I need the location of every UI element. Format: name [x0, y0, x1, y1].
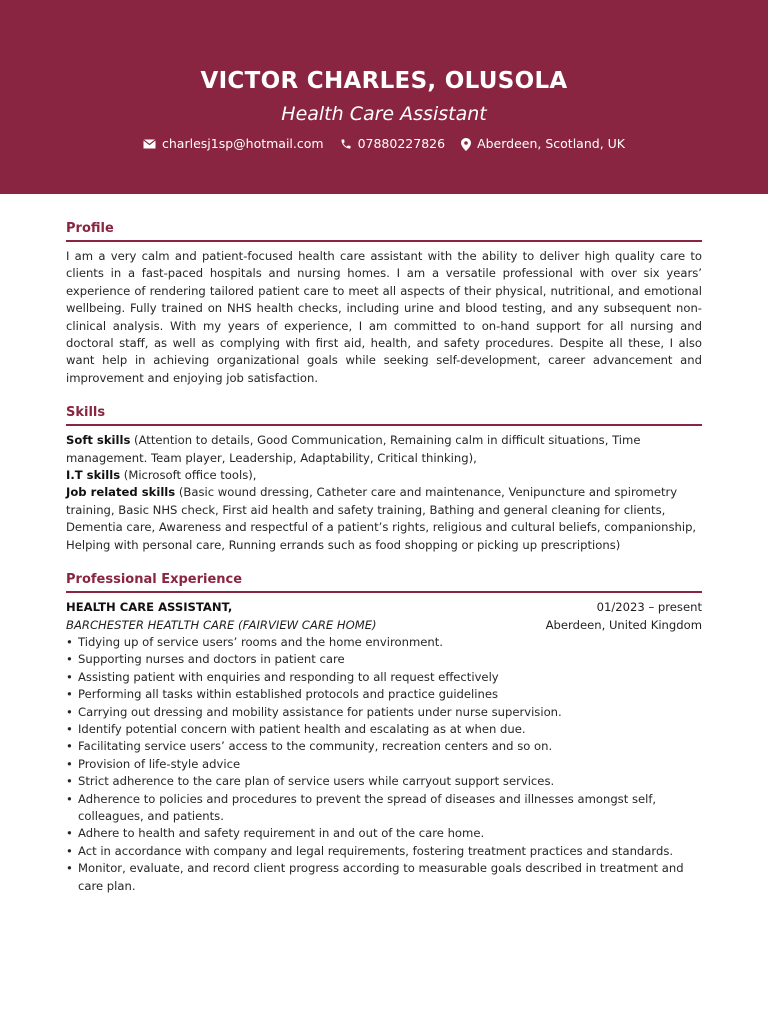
list-item: • Assisting patient with enquiries and responding to all request effectively [66, 669, 702, 686]
resume-header [0, 0, 768, 194]
it-skills [66, 467, 702, 484]
location-pin-icon [461, 138, 471, 151]
contact-phone[interactable] [340, 136, 445, 152]
job-location: Aberdeen, United Kingdom [545, 617, 702, 632]
contact-bar [0, 136, 768, 152]
phone-text: 07880227826 [357, 136, 446, 151]
contact-email[interactable] [143, 136, 324, 152]
soft-skills-text: (Attention to details, Good Communication, Remaining calm in difficult situations, Time management. Team player, Leadership, Adaptability, Critical thinking), [66, 433, 641, 465]
job-duties-list [66, 634, 702, 895]
phone-icon [340, 138, 352, 150]
list-item: • Carrying out dressing and mobility assistance for patients under nurse supervision. [66, 704, 702, 721]
email-text: charlesj1sp@hotmail.com [162, 136, 324, 151]
job-role: HEALTH CARE ASSISTANT, [66, 600, 233, 615]
job-company-row [66, 617, 702, 634]
resume-body [66, 219, 702, 895]
list-item: • Identify potential concern with patient health and escalating as at when due. [66, 721, 702, 738]
job-title: Health Care Assistant [281, 103, 487, 125]
list-item: • Facilitating service users’ access to the community, recreation centers and so on. [66, 738, 702, 755]
soft-skills [66, 432, 702, 467]
candidate-name: VICTOR CHARLES, OLUSOLA [200, 68, 568, 94]
soft-skills-label: Soft skills [66, 433, 131, 448]
job-dates: 01/2023 – present [596, 600, 702, 615]
email-icon [143, 139, 156, 149]
it-skills-label: I.T skills [66, 468, 121, 483]
experience-heading: Professional Experience [66, 570, 702, 593]
list-item: • Monitor, evaluate, and record client progress according to measurable goals described in treatment and care plan. [66, 860, 702, 895]
skills-heading: Skills [66, 403, 702, 426]
list-item: • Tidying up of service users’ rooms and the home environment. [66, 634, 702, 651]
contact-location [461, 136, 625, 152]
it-skills-text: (Microsoft office tools), [120, 468, 257, 483]
job-skills-text: (Basic wound dressing, Catheter care and maintenance, Venipuncture and spirometry training, Basic NHS check, First aid health and safety training, Bathing and general cleaning for clients, Dementia care, Awareness and respectful of a patient’s rights, religious and cultural beliefs, companionship, Helping with personal care, Running errands such as food shopping or picking up prescriptions) [66, 485, 697, 552]
location-text: Aberdeen, Scotland, UK [477, 136, 625, 151]
profile-heading: Profile [66, 219, 702, 242]
list-item: • Strict adherence to the care plan of service users while carryout support services. [66, 773, 702, 790]
list-item: • Adhere to health and safety requirement in and out of the care home. [66, 825, 702, 842]
job-skills [66, 484, 702, 554]
list-item: • Performing all tasks within established protocols and practice guidelines [66, 686, 702, 703]
job-header-row [66, 599, 702, 616]
list-item: • Act in accordance with company and legal requirements, fostering treatment practices and standards. [66, 843, 702, 860]
job-company: BARCHESTER HEATLTH CARE (FAIRVIEW CARE HOME) [66, 617, 377, 632]
job-skills-label: Job related skills [66, 485, 176, 500]
list-item: • Provision of life-style advice [66, 756, 702, 773]
list-item: • Supporting nurses and doctors in patient care [66, 651, 702, 668]
profile-text: I am a very calm and patient-focused health care assistant with the ability to deliver high quality care to clients in a fast-paced hospitals and nursing homes. I am a versatile professional with over six years’ experience of rendering tailored patient care to meet all aspects of their physical, nutritional, and emotional wellbeing. Fully trained on NHS health checks, including urine and blood testing, and any subsequent non-clinical analysis. With my years of experience, I am committed to on-hand support for all nursing and doctoral staff, as well as complying with first aid, health, and safety procedures. Despite all these, I also want help in achieving organizational goals while seeking self-development, career advancement and improvement and enjoying job satisfaction. [66, 249, 702, 385]
list-item: • Adherence to policies and procedures to prevent the spread of diseases and illnesses amongst self, colleagues, and patients. [66, 791, 702, 826]
